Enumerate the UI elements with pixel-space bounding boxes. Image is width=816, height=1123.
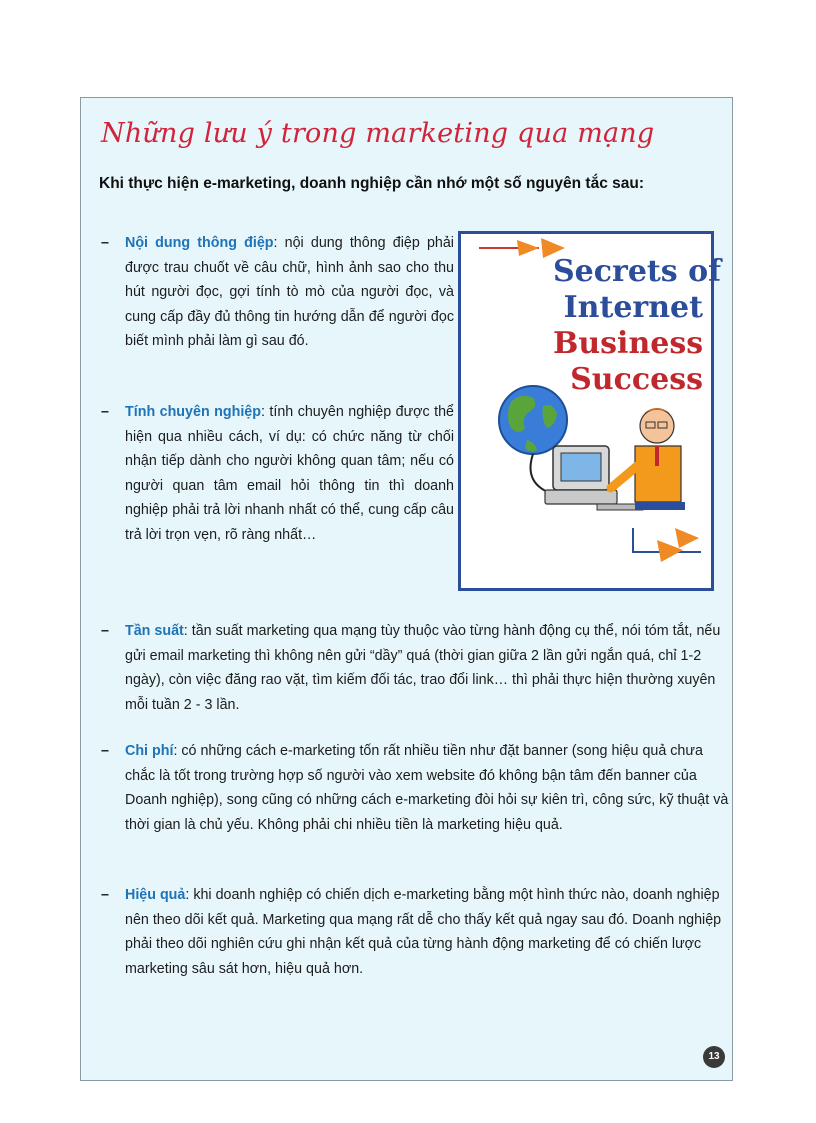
book-title-line: Business xyxy=(553,326,704,361)
book-title-line: Internet xyxy=(563,290,703,325)
bullet-term: Chi phí xyxy=(125,743,174,759)
bullet-text: : tính chuyên nghiệp được thể hiện qua nhiều cách, ví dụ: có chức năng từ chối nhận tiếp dành cho người không quan tâm; nếu có người quan tâm email hỏi thông tin thì doanh nghiệp phải trả lời nhanh nhất có thể, cung cấp câu trả lời trọn vẹn, rõ ràng nhất… xyxy=(125,404,454,543)
bullet-text: : khi doanh nghiệp có chiến dịch e-marketing bằng một hình thức nào, doanh nghiệp nên theo dõi kết quả. Marketing qua mạng rất dễ cho thấy kết quả ngay sau đó. Doanh nghiệp phải theo dõi nghiên cứu ghi nhận kết quả của từng hành động marketing để có chiến lược marketing sâu sát hơn, hiệu quả hơn. xyxy=(125,887,722,977)
bullet-noi-dung xyxy=(101,231,454,354)
bullet-text: : nội dung thông điệp phải được trau chuốt về câu chữ, hình ảnh sao cho thu hút người đọc, gợi tính tò mò của người đọc, và cung cấp đầy đủ thông tin hướng dẫn để người đọc biết mình phải làm gì sau đó. xyxy=(125,235,454,350)
bullet-hieu-qua xyxy=(101,883,737,981)
bullet-dash: – xyxy=(101,623,109,639)
bullet-dash: – xyxy=(101,743,109,759)
page-number: 13 xyxy=(703,1046,725,1068)
arrow-icon xyxy=(675,528,699,548)
bullet-term: Tần suất xyxy=(125,623,184,639)
bullet-text: : tần suất marketing qua mạng tùy thuộc vào từng hành động cụ thể, nói tóm tắt, nếu gửi email marketing thì không nên gửi “dầy” quá (thời gian giữa 2 lần gửi ngắn quá, chỉ 1-2 ngày), còn việc đăng rao vặt, tìm kiếm đối tác, trao đổi link… thì phải thực hiện thường xuyên mỗi tuần 2 - 3 lần. xyxy=(125,623,721,713)
book-cover-illustration xyxy=(458,231,722,591)
bullet-text: : có những cách e-marketing tốn rất nhiều tiền như đặt banner (song hiệu quả chưa chắc là tốt trong trường hợp số người vào xem website đó không bận tâm đến banner của Doanh nghiệp), song cũng có những cách e-marketing đòi hỏi sự kiên trì, công sức, kỹ thuật và thời gian là chủ yếu. Không phải chi nhiều tiền là marketing hiệu quả. xyxy=(125,743,729,833)
page-title: Những lưu ý trong marketing qua mạng xyxy=(101,118,655,149)
book-title xyxy=(553,254,722,398)
book-title-line: Success xyxy=(570,362,703,397)
bullet-tan-suat xyxy=(101,619,737,717)
bullet-dash: – xyxy=(101,887,109,903)
bullet-chuyen-nghiep xyxy=(101,400,454,548)
intro-text: Khi thực hiện e-marketing, doanh nghiệp cần nhớ một số nguyên tắc sau: xyxy=(99,175,644,192)
bullet-dash: – xyxy=(101,235,109,251)
book-title-line: Secrets of xyxy=(553,254,722,289)
person-icon xyxy=(611,408,685,510)
page-panel xyxy=(80,97,733,1081)
bullet-dash: – xyxy=(101,404,109,420)
arrow-icon xyxy=(517,240,539,256)
bullet-chi-phi xyxy=(101,739,737,837)
bullet-term: Hiệu quả xyxy=(125,887,186,903)
bullet-term: Tính chuyên nghiệp xyxy=(125,404,261,420)
bullet-term: Nội dung thông điệp xyxy=(125,235,274,251)
